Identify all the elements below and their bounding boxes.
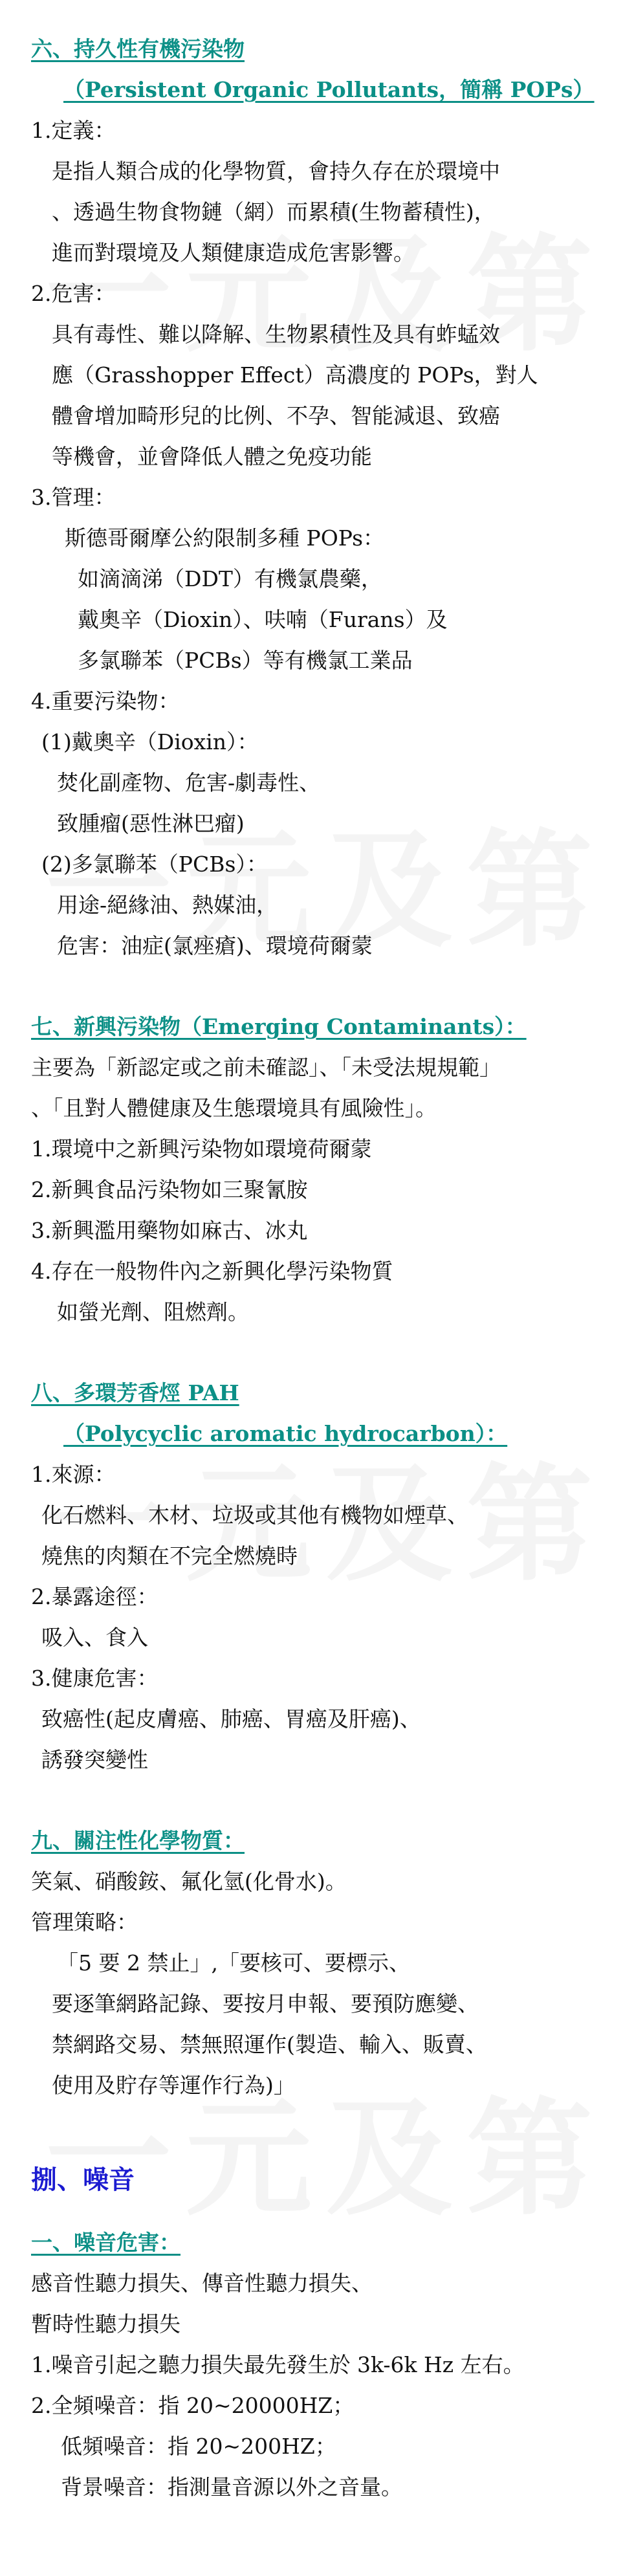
pah-health-line: 誘發突變性 xyxy=(41,1747,148,1772)
strategy-heading: 管理策略： xyxy=(31,1910,138,1935)
pah-exposure-heading: 2.暴露途徑： xyxy=(31,1584,158,1609)
concerned-chemicals-line: 笑氣、硝酸銨、氟化氫(化骨水)。 xyxy=(31,1869,347,1894)
pah-exposure-line: 吸入、食入 xyxy=(41,1625,148,1650)
pcb-line: 危害：油症(氯痤瘡)、環境荷爾蒙 xyxy=(57,933,373,958)
strategy-line: 使用及貯存等運作行為)」 xyxy=(52,2073,295,2098)
section-title-concerned-chemicals: 九、關注性化學物質： xyxy=(31,1828,245,1853)
emerging-item: 3.新興濫用藥物如麻古、冰丸 xyxy=(31,1218,308,1243)
section-subtitle-pops: （Persistent Organic Pollutants，簡稱 POPs） xyxy=(63,77,595,102)
document-body xyxy=(31,28,613,2507)
noise-item: 2.全頻噪音：指 20~20000HZ； xyxy=(31,2393,355,2418)
emerging-item-sub: 如螢光劑、阻燃劑。 xyxy=(57,1299,249,1325)
noise-item: 1.噪音引起之聽力損失最先發生於 3k-6k Hz 左右。 xyxy=(31,2352,525,2377)
pcb-line: 用途-絕緣油、熱媒油， xyxy=(57,892,278,918)
emerging-item: 4.存在一般物件內之新興化學污染物質 xyxy=(31,1259,393,1284)
section-title-pah: 八、多環芳香烴 PAH xyxy=(31,1380,239,1405)
pops-definition-line: 是指人類合成的化學物質，會持久存在於環境中 xyxy=(52,159,500,184)
pops-management-item: 多氯聯苯（PCBs）等有機氯工業品 xyxy=(78,648,413,673)
pops-management-item: 戴奧辛（Dioxin）、呋喃（Furans）及 xyxy=(78,607,448,632)
pops-definition-line: 、透過生物食物鏈（網）而累積(生物蓄積性)， xyxy=(52,199,496,225)
noise-item-sub: 背景噪音：指測量音源以外之音量。 xyxy=(61,2474,402,2500)
pah-health-line: 致癌性(起皮膚癌、肺癌、胃癌及肝癌)、 xyxy=(41,1706,421,1732)
noise-line: 感音性聽力損失、傳音性聽力損失、 xyxy=(31,2271,373,2296)
strategy-line: 「5 要 2 禁止」,「要核可、要標示、 xyxy=(57,1950,410,1976)
emerging-intro-line: 主要為「新認定或之前未確認」、「未受法規規範」 xyxy=(31,1055,501,1080)
pops-harm-line: 具有毒性、難以降解、生物累積性及具有蚱蜢效 xyxy=(52,322,500,347)
pops-harm-heading: 2.危害： xyxy=(31,281,116,306)
dioxin-line: 致腫瘤(惡性淋巴瘤) xyxy=(57,811,245,836)
pops-harm-line: 應（Grasshopper Effect）高濃度的 POPs，對人 xyxy=(52,362,538,388)
strategy-line: 禁網路交易、禁無照運作(製造、輸入、販賣、 xyxy=(52,2032,487,2057)
section-title-noise-hazard: 一、噪音危害： xyxy=(31,2230,180,2255)
pops-harm-line: 體會增加畸形兒的比例、不孕、智能減退、致癌 xyxy=(52,403,500,428)
pops-management-intro: 斯德哥爾摩公約限制多種 POPs： xyxy=(65,525,385,551)
dioxin-line: 焚化副產物、危害-劇毒性、 xyxy=(57,770,321,795)
pops-definition-line: 進而對環境及人類健康造成危害影響。 xyxy=(52,240,415,265)
pah-source-heading: 1.來源： xyxy=(31,1462,116,1487)
dioxin-heading: (1)戴奧辛（Dioxin）： xyxy=(41,729,259,754)
section-title-emerging: 七、新興污染物（Emerging Contaminants）： xyxy=(31,1014,527,1039)
section-title-pops: 六、持久性有機污染物 xyxy=(31,36,245,61)
chapter-title-noise: 捌、噪音 xyxy=(31,2164,135,2195)
pah-source-line: 化石燃料、木材、垃圾或其他有機物如煙草、 xyxy=(41,1503,468,1528)
pops-management-heading: 3.管理： xyxy=(31,485,116,510)
noise-item-sub: 低頻噪音：指 20~200HZ； xyxy=(61,2434,336,2459)
section-subtitle-pah: （Polycyclic aromatic hydrocarbon）： xyxy=(63,1421,508,1446)
pops-harm-line: 等機會，並會降低人體之免疫功能 xyxy=(52,444,372,469)
pops-major-heading: 4.重要污染物： xyxy=(31,688,180,714)
pah-health-heading: 3.健康危害： xyxy=(31,1666,158,1691)
pah-source-line: 燒焦的肉類在不完全燃燒時 xyxy=(41,1543,298,1569)
pops-definition-heading: 1.定義： xyxy=(31,118,116,143)
strategy-line: 要逐筆網路記錄、要按月申報、要預防應變、 xyxy=(52,1991,479,2016)
noise-line: 暫時性聽力損失 xyxy=(31,2311,180,2337)
emerging-item: 2.新興食品污染物如三聚氰胺 xyxy=(31,1177,308,1202)
pops-management-item: 如滴滴涕（DDT）有機氯農藥， xyxy=(78,566,382,591)
emerging-item: 1.環境中之新興污染物如環境荷爾蒙 xyxy=(31,1136,372,1161)
emerging-intro-line: 、「且對人體健康及生態環境具有風險性」。 xyxy=(31,1095,437,1121)
pcb-heading: (2)多氯聯苯（PCBs）： xyxy=(41,852,268,877)
